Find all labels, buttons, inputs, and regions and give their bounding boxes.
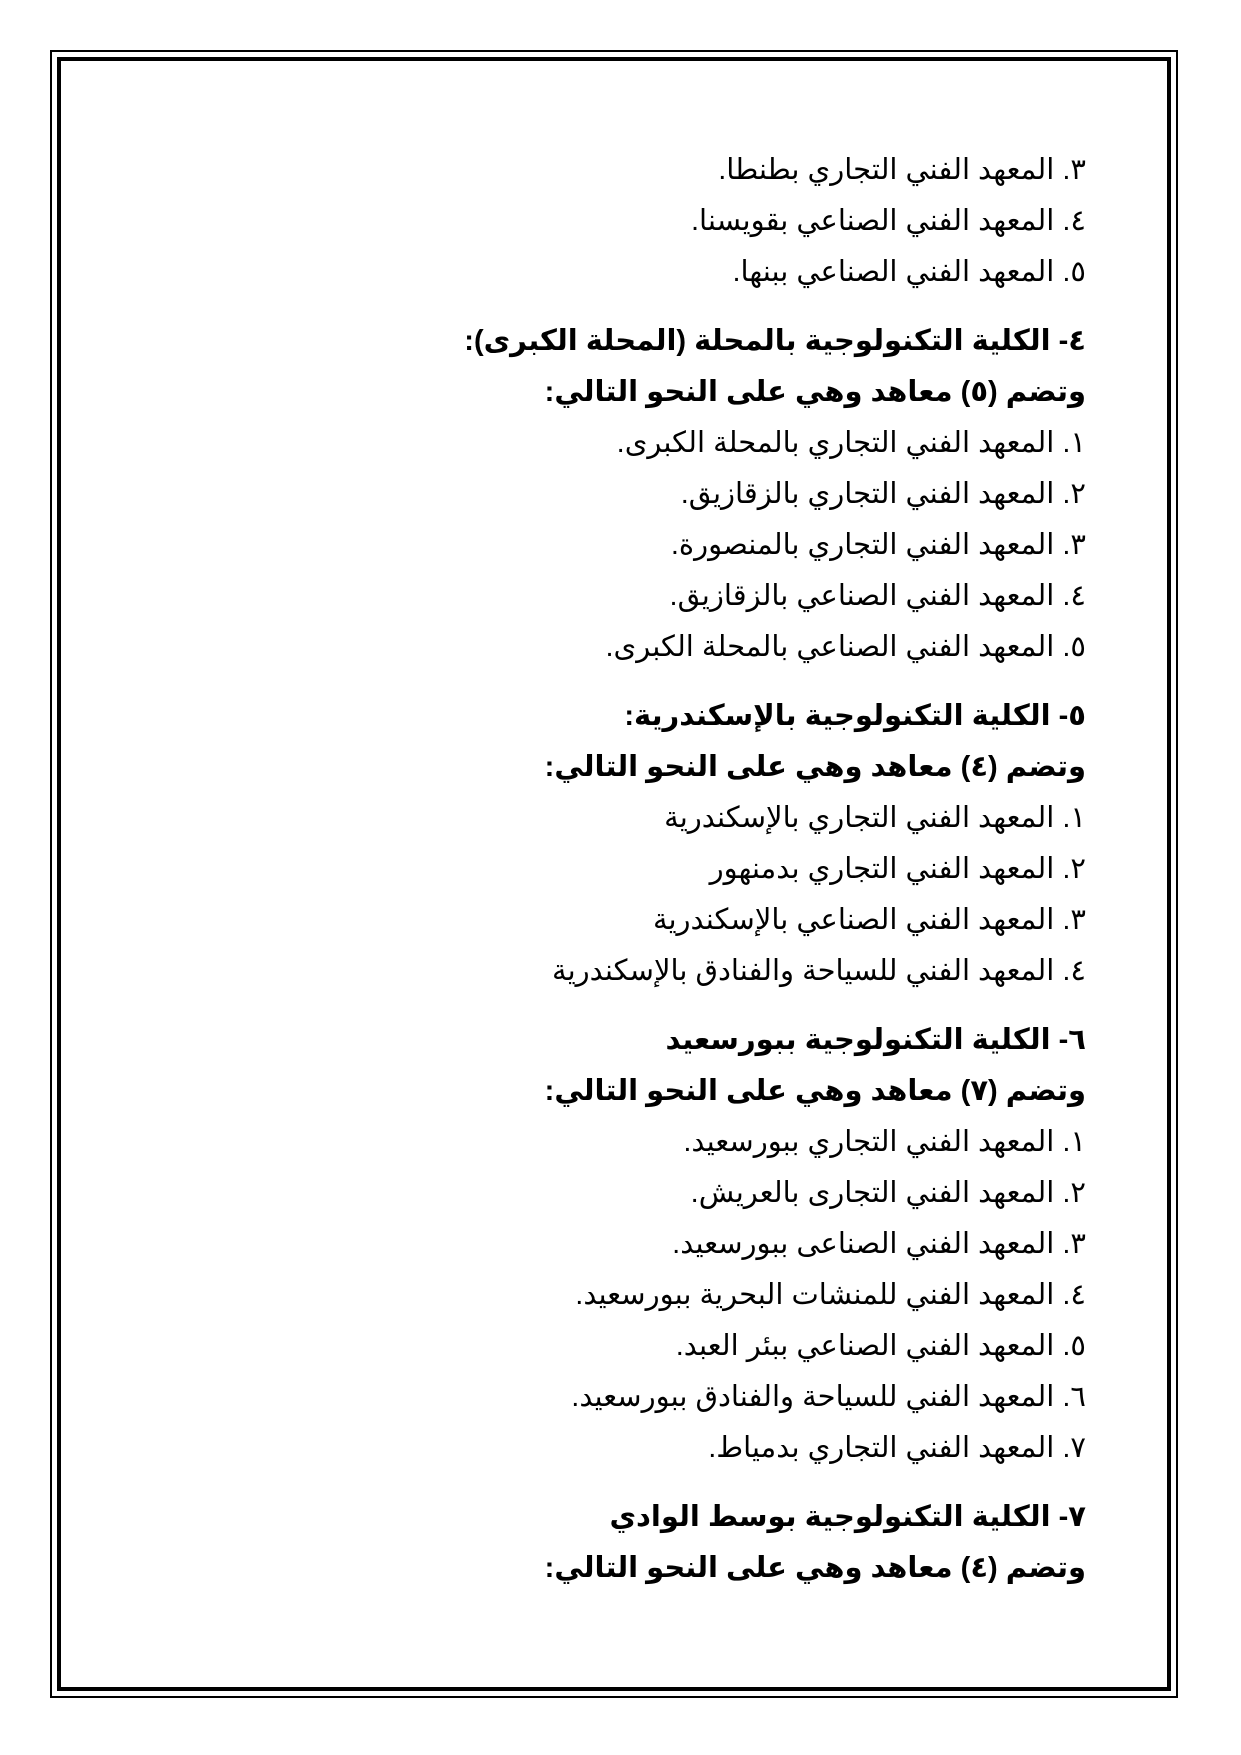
list-item: ٥. المعهد الفني الصناعي ببئر العبد. (675, 1330, 1086, 1362)
section-subheading: وتضم (٤) معاهد وهي على النحو التالي: (544, 1552, 1086, 1584)
section-subheading: وتضم (٤) معاهد وهي على النحو التالي: (544, 751, 1086, 783)
section-heading: ٦- الكلية التكنولوجية ببورسعيد (665, 1024, 1086, 1056)
section-subheading: وتضم (٥) معاهد وهي على النحو التالي: (544, 376, 1086, 408)
list-item: ٢. المعهد الفني التجاري بالزقازيق. (680, 478, 1086, 510)
list-item: ٥. المعهد الفني الصناعي ببنها. (732, 256, 1086, 288)
section-subheading: وتضم (٧) معاهد وهي على النحو التالي: (544, 1075, 1086, 1107)
list-item: ٧. المعهد الفني التجاري بدمياط. (708, 1432, 1086, 1464)
list-item: ٤. المعهد الفني الصناعي بقويسنا. (691, 205, 1086, 237)
top-list (86, 145, 1086, 298)
section-heading: ٧- الكلية التكنولوجية بوسط الوادي (609, 1501, 1086, 1533)
list-item: ٣. المعهد الفني الصناعى ببورسعيد. (672, 1228, 1086, 1260)
section-heading: ٤- الكلية التكنولوجية بالمحلة (المحلة الكبرى): (464, 325, 1086, 357)
list-item: ٣. المعهد الفني الصناعي بالإسكندرية (652, 904, 1086, 936)
list-item: ١. المعهد الفني التجاري بالمحلة الكبرى. (616, 427, 1086, 459)
section-mahalla (86, 316, 1086, 673)
list-item: ٤. المعهد الفني الصناعي بالزقازيق. (669, 580, 1086, 612)
list-item: ٦. المعهد الفني للسياحة والفنادق ببورسعيد. (571, 1381, 1086, 1413)
section-alexandria (86, 691, 1086, 997)
document-body (86, 145, 1086, 1594)
list-item: ٢. المعهد الفني التجاري بدمنهور (709, 853, 1086, 885)
list-item: ٤. المعهد الفني للمنشات البحرية ببورسعيد. (575, 1279, 1086, 1311)
list-item: ٤. المعهد الفني للسياحة والفنادق بالإسكندرية (552, 955, 1086, 987)
list-item: ٣. المعهد الفني التجاري بطنطا. (718, 154, 1086, 186)
section-portsaid (86, 1015, 1086, 1474)
list-item: ٥. المعهد الفني الصناعي بالمحلة الكبرى. (605, 631, 1086, 663)
list-item: ٣. المعهد الفني التجاري بالمنصورة. (670, 529, 1086, 561)
list-item: ١. المعهد الفني التجاري بالإسكندرية (664, 802, 1086, 834)
list-item: ٢. المعهد الفني التجارى بالعريش. (690, 1177, 1086, 1209)
list-item: ١. المعهد الفني التجاري ببورسعيد. (683, 1126, 1086, 1158)
section-wadi (86, 1492, 1086, 1594)
section-heading: ٥- الكلية التكنولوجية بالإسكندرية: (624, 700, 1086, 732)
